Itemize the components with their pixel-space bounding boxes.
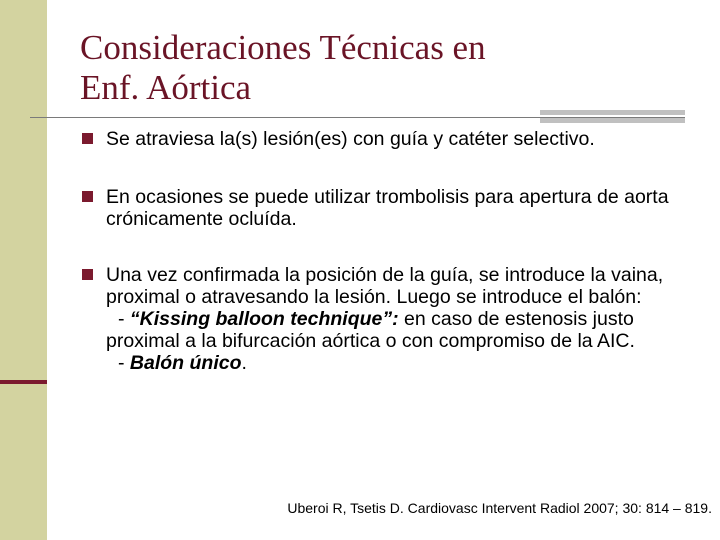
bullet-square-icon (82, 191, 93, 202)
sub-item-emphasis: “Kissing balloon technique”: (129, 308, 399, 330)
slide-title (80, 28, 486, 108)
bullet-text: En ocasiones se puede utilizar trombolisis para apertura de aorta crónicamente ocluída. (106, 186, 669, 230)
title-rule-accent-lower (540, 118, 685, 123)
side-bar-accent-line (0, 380, 47, 384)
side-bar (0, 0, 47, 540)
title-rule (30, 117, 685, 118)
bullet-square-icon (82, 133, 93, 144)
bullet-text: Se atraviesa la(s) lesión(es) con guía y catéter selectivo. (106, 128, 595, 150)
bullet-item (82, 264, 692, 374)
sub-item-dash: - (118, 308, 130, 330)
citation: Uberoi R, Tsetis D. Cardiovasc Intervent Radiol 2007; 30: 814 – 819. (287, 500, 712, 516)
title-line-1: Consideraciones Técnicas en (80, 28, 486, 67)
bullet-square-icon (82, 269, 93, 280)
sub-item-single-balloon (106, 352, 692, 374)
title-line-2: Enf. Aórtica (80, 68, 252, 107)
sub-item-dash: - (118, 352, 130, 374)
sub-item-emphasis: Balón único (129, 352, 242, 374)
sub-item-end: . (241, 352, 247, 374)
sub-item-kissing-balloon (106, 308, 692, 352)
bullet-item (82, 186, 692, 230)
title-rule-accent (540, 110, 685, 115)
bullet-list (82, 128, 692, 374)
sub-item-text: en caso de estenosis justo proximal a la bifurcación aórtica o con compromiso de la AIC. (106, 308, 635, 352)
bullet-item (82, 128, 692, 150)
bullet-text: Una vez confirmada la posición de la guía, se introduce la vaina, proximal o atravesando la lesión. Luego se introduce el balón: (106, 264, 664, 308)
